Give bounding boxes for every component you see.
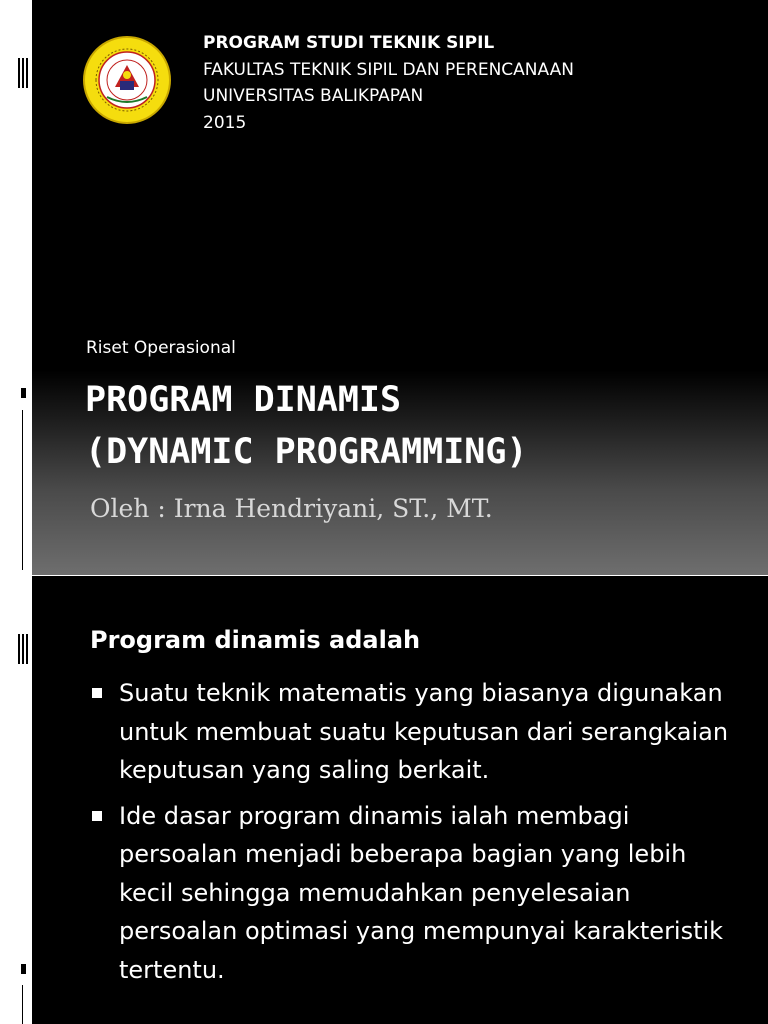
- program-name: PROGRAM STUDI TEKNIK SIPIL: [203, 33, 495, 53]
- left-margin-strip: [0, 0, 32, 1024]
- title-line-2: (DYNAMIC PROGRAMMING): [85, 432, 528, 472]
- square-bullet-icon: [92, 811, 102, 821]
- university-name: UNIVERSITAS BALIKPAPAN: [203, 86, 424, 106]
- title-line-1: PROGRAM DINAMIS: [85, 380, 402, 420]
- list-item: [90, 674, 730, 790]
- definition-heading: Program dinamis adalah: [90, 626, 421, 654]
- edge-mark: [26, 634, 28, 664]
- course-subject: Riset Operasional: [86, 338, 236, 358]
- content-slide: [32, 576, 768, 1024]
- square-bullet-icon: [92, 688, 102, 698]
- edge-mark: [26, 58, 28, 88]
- slide-title: [85, 374, 528, 478]
- list-item: [90, 797, 730, 990]
- year: 2015: [203, 112, 247, 133]
- edge-mark: [18, 634, 20, 664]
- title-slide: [32, 0, 768, 575]
- edge-mark: [22, 58, 24, 88]
- edge-mark: [21, 964, 26, 974]
- author-line: Oleh : Irna Hendriyani, ST., MT.: [90, 494, 493, 523]
- edge-mark: [22, 985, 23, 1024]
- bullet-list: [90, 674, 730, 996]
- faculty-name: FAKULTAS TEKNIK SIPIL DAN PERENCANAAN: [203, 59, 574, 80]
- edge-mark: [22, 410, 23, 570]
- edge-mark: [22, 634, 24, 664]
- edge-mark: [21, 388, 26, 398]
- bullet-text: Suatu teknik matematis yang biasanya digunakan untuk membuat suatu keputusan dari serangkaian keputusan yang saling berkait.: [119, 679, 729, 784]
- edge-mark: [18, 58, 20, 88]
- institution-header: [203, 30, 574, 136]
- university-seal-icon: [82, 35, 172, 125]
- bullet-text: Ide dasar program dinamis ialah membagi persoalan menjadi beberapa bagian yang lebih kecil sehingga memudahkan penyelesaian persoalan optimasi yang mempunyai karakteristik tertentu.: [119, 801, 724, 984]
